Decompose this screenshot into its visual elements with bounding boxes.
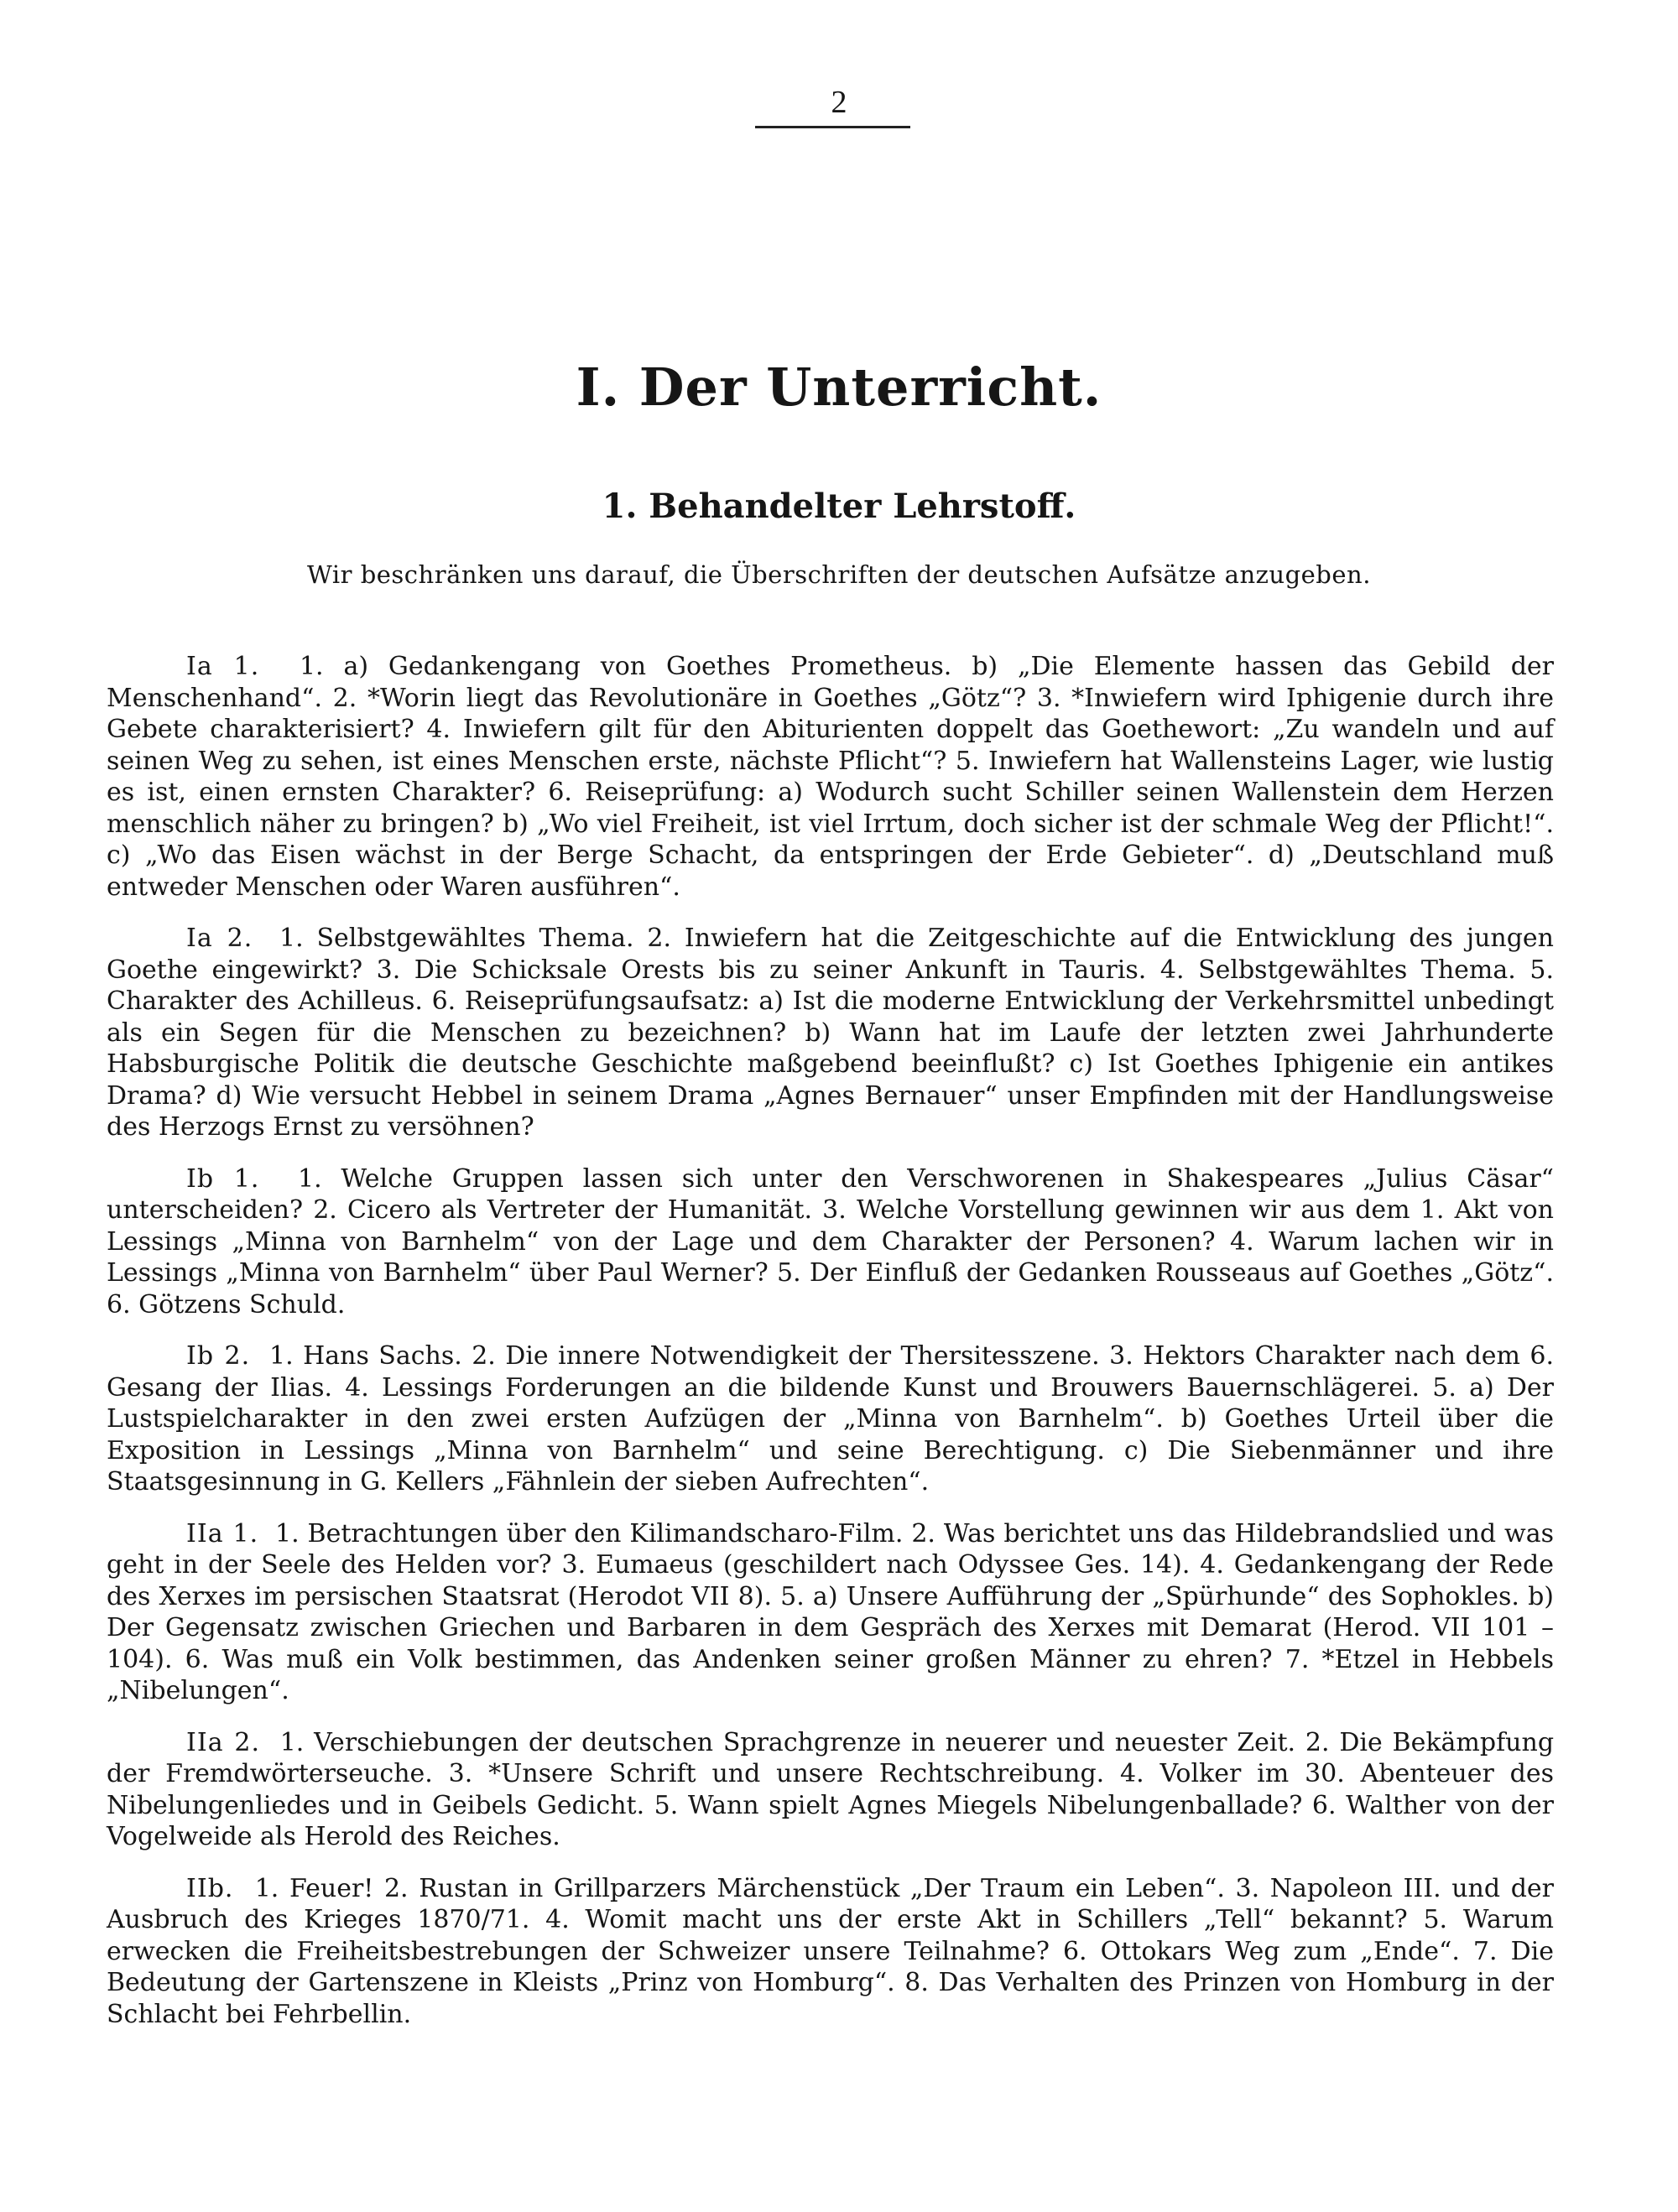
section-intro: Wir beschränken uns darauf, die Überschriften der deutschen Aufsätze anzugeben. [307,560,1371,589]
class-label: IIa 1. [186,1518,259,1548]
class-topics: 1. Hans Sachs. 2. Die innere Notwendigkeit der Thersitesszene. 3. Hektors Charakter nach dem 6. Gesang der Ilias. 4. Lessings Forderungen an die bildende Kunst und Brouwers Bauernschlägerei. 5. a) Der Lustspielcharakter in den zwei ersten Aufzügen der „Minna von Barnhelm“. b) Goethes Urteil über die Exposition in Lessings „Minna von Barnhelm“ und seine Berechtigung. c) Die Siebenmänner und ihre Staatsgesinnung in G. Kellers „Fähnlein der sieben Aufrechten“. [107,1341,1555,1496]
class-paragraph-ia1 [107,651,1554,903]
class-topics: 1. Selbstgewähltes Thema. 2. Inwiefern hat die Zeitgeschichte auf die Entwicklung des jungen Goethe eingewirkt? 3. Die Schicksale Orests bis zu seiner Ankunft in Tauris. 4. Selbstgewähltes Thema. 5. Charakter des Achilleus. 6. Reiseprüfungsaufsatz: a) Ist die moderne Entwicklung der Verkehrsmittel unbedingt als ein Segen für die Menschen zu bezeichnen? b) Wann hat im Laufe der letzten zwei Jahrhunderte Habsburgische Politik die deutsche Geschichte maßgebend beeinflußt? c) Ist Goethes Iphigenie ein antikes Drama? d) Wie versucht Hebbel in seinem Drama „Agnes Bernauer“ unser Empfinden mit der Handlungsweise des Herzogs Ernst zu versöhnen? [107,924,1554,1142]
page-number-rule [755,126,910,128]
class-label: Ib 2. [186,1341,251,1371]
class-paragraph-iia1 [107,1518,1554,1707]
class-topics: 1. Verschiebungen der deutschen Sprachgrenze in neuerer und neuester Zeit. 2. Die Bekämpfung der Fremdwörterseuche. 3. *Unsere Schrift und unsere Rechtschreibung. 4. Volker im 30. Abenteuer des Nibelungenliedes und in Geibels Gedicht. 5. Wann spielt Agnes Miegels Nibelungenballade? 6. Walther von der Vogelweide als Herold des Reiches. [107,1727,1555,1851]
class-paragraph-ib2 [107,1340,1554,1498]
class-topics: 1. Welche Gruppen lassen sich unter den Verschworenen in Shakespeares „Julius Cäsar“ unterscheiden? 2. Cicero als Vertreter der Humanität. 3. Welche Vorstellung gewinnen wir aus dem 1. Akt von Lessings „Minna von Barnhelm“ von der Lage und dem Charakter der Personen? 4. Warum lachen wir in Lessings „Minna von Barnhelm“ über Paul Werner? 5. Der Einfluß der Gedanken Rousseaus auf Goethes „Götz“. 6. Götzens Schuld. [107,1163,1555,1319]
class-paragraph-iib [107,1873,1554,2031]
class-label: Ia 1. [186,652,260,681]
class-label: IIb. [186,1873,234,1903]
class-topics: 1. a) Gedankengang von Goethes Prometheus. b) „Die Elemente hassen das Gebild der Menschenhand“. 2. *Worin liegt das Revolutionäre in Goethes „Götz“? 3. *Inwiefern wird Iphigenie durch ihre Gebete charakterisiert? 4. Inwiefern gilt für den Abiturienten doppelt das Goethewort: „Zu wandeln und auf seinen Weg zu sehen, ist eines Menschen erste, nächste Pflicht“? 5. Inwiefern hat Wallensteins Lager, wie lustig es ist, einen ernsten Charakter? 6. Reiseprüfung: a) Wodurch sucht Schiller seinen Wallenstein dem Herzen menschlich näher zu bringen? b) „Wo viel Freiheit, ist viel Irrtum, doch sicher ist der schmale Weg der Pflicht!“. c) „Wo das Eisen wächst in der Berge Schacht, da entspringen der Erde Gebieter“. d) „Deutschland muß entweder Menschen oder Waren ausführen“. [107,652,1554,902]
class-topics: 1. Feuer! 2. Rustan in Grillparzers Märchenstück „Der Traum ein Leben“. 3. Napoleon III. und der Ausbruch des Krieges 1870/71. 4. Womit macht uns der erste Akt in Schillers „Tell“ bekannt? 5. Warum erwecken die Freiheitsbestrebungen der Schweizer unsere Teilnahme? 6. Ottokars Weg zum „Ende“. 7. Die Bedeutung der Gartenszene in Kleists „Prinz von Homburg“. 8. Das Verhalten des Prinzen von Homburg in der Schlacht bei Fehrbellin. [107,1873,1554,2029]
page-number: 2 [831,85,847,120]
class-label: Ia 2. [186,924,253,953]
class-paragraph-iia2 [107,1727,1554,1853]
topics-list [107,651,1554,2050]
section-title: 1. Behandelter Lehrstoff. [602,487,1076,526]
class-label: Ib 1. [186,1163,260,1194]
chapter-title: I. Der Unterricht. [576,357,1102,418]
class-paragraph-ia2 [107,923,1554,1143]
class-paragraph-ib1 [107,1163,1554,1321]
class-label: IIa 2. [186,1727,261,1757]
class-topics: 1. Betrachtungen über den Kilimandscharo-Film. 2. Was berichtet uns das Hildebrandslied und was geht in der Seele des Helden vor? 3. Eumaeus (geschildert nach Odyssee Ges. 14). 4. Gedankengang der Rede des Xerxes im persischen Staatsrat (Herodot VII 8). 5. a) Unsere Aufführung der „Spürhunde“ des Sophokles. b) Der Gegensatz zwischen Griechen und Barbaren in dem Gespräch des Xerxes mit Demarat (Herod. VII 101 – 104). 6. Was muß ein Volk bestimmen, das Andenken seiner großen Männer zu ehren? 7. *Etzel in Hebbels „Nibelungen“. [107,1518,1554,1705]
